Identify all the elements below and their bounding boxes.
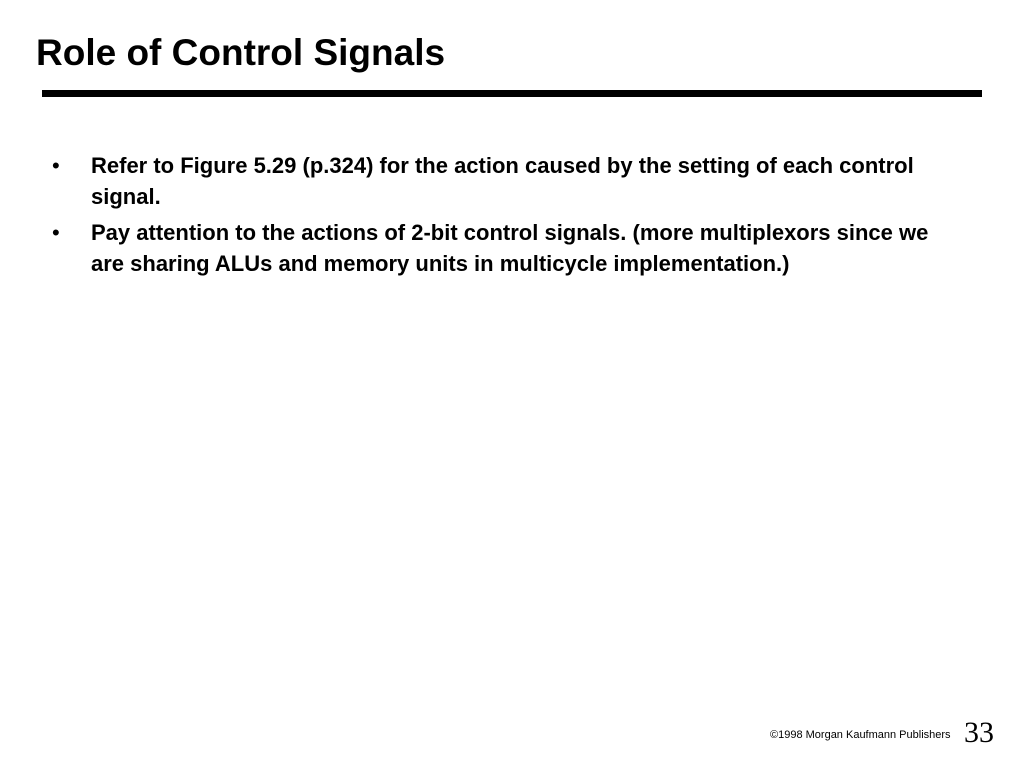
- bullet-item-figure-reference: [52, 150, 932, 212]
- bullet-text: Refer to Figure 5.29 (p.324) for the action caused by the setting of each control signal.: [91, 153, 914, 209]
- slide-title: Role of Control Signals: [36, 32, 446, 73]
- bullet-text: Pay attention to the actions of 2-bit control signals. (more multiplexors since we are sharing ALUs and memory units in multicycle implementation.): [91, 220, 929, 276]
- page-number: 33: [964, 716, 994, 749]
- bullet-list: [52, 150, 932, 284]
- bullet-dot-icon: •: [52, 220, 60, 245]
- bullet-dot-icon: •: [52, 153, 60, 178]
- bullet-item-two-bit-signals: [52, 217, 932, 279]
- title-underline-rule: [42, 90, 982, 97]
- footer-copyright: ©1998 Morgan Kaufmann Publishers: [770, 729, 951, 741]
